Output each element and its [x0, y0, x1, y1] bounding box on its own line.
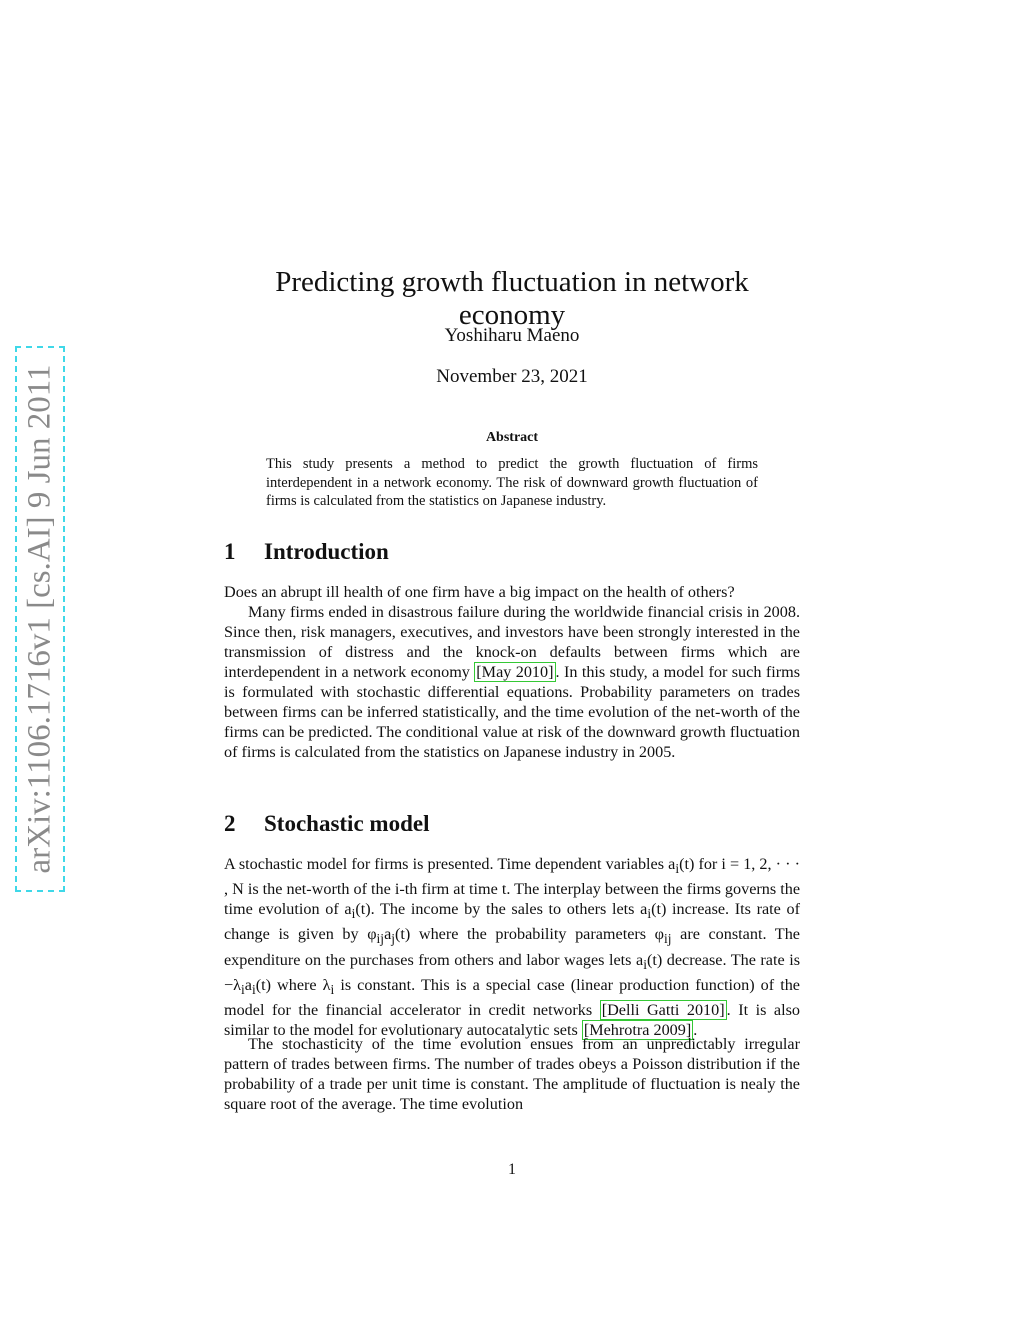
citation-mehrotra-2009[interactable]: [Mehrotra 2009]: [583, 1021, 692, 1040]
abstract-text: This study presents a method to predict the growth fluctuation of firms interdependent in a network economy. The risk of downward growth fluctuation of firms is calculated from the statistics on Japanese industry.: [266, 456, 758, 509]
paper-title: Predicting growth fluctuation in network economy: [275, 266, 749, 331]
section-heading-introduction: [224, 539, 389, 565]
arxiv-identifier-text: arXiv:1106.1716v1 [cs.AI] 9 Jun 2011: [21, 364, 58, 874]
author-name: Yoshiharu Maeno: [444, 325, 580, 346]
citation-may-2010[interactable]: [May 2010]: [476, 663, 554, 681]
paper-date: November 23, 2021: [436, 366, 588, 387]
section-title: Stochastic model: [264, 811, 430, 836]
model-paragraph-2: The stochasticity of the time evolution ensues from an unpredictably irregular pattern of trades between firms. The number of trades obeys a Poisson distribution if the probability of a trade per unit time is constant. The amplitude of fluctuation is nealy the square root of the average. The time evolution: [224, 1035, 800, 1113]
model-paragraph-1: A stochastic model for firms is presented. Time dependent variables $a_i(t)$ for i = 1, 2, · · · , N is the net-worth of the i-th firm at time t. The interplay between the firms governs the time evolution of $a_i(t)$. The income by the sales to others lets $a_i(t)$ increase. Its rate of change is given by $\varphi_{ij}a_j(t)$ where the probability parameters $\varphi_{ij}$ are constant. The expenditure on the purchases from others and labor wages lets $a_i(t)$ decrease. The rate is $-\lambda_ia_i(t)$ where $\lambda_i$ is constant. This is a special case (linear production function) of the model for the financial accelerator in credit networks [Delli Gatti 2010] . It is also similar to the model for evolutionary autocatalytic sets [Mehrotra 2009] .: [224, 855, 801, 1040]
section-number: 2: [224, 811, 236, 836]
page-number: 1: [508, 1161, 516, 1178]
section-title: Introduction: [264, 539, 389, 564]
arxiv-identifier-stamp: [15, 346, 65, 892]
intro-paragraph-1: Does an abrupt ill health of one firm have a big impact on the health of others?: [224, 583, 735, 601]
citation-delli-gatti-2010[interactable]: [Delli Gatti 2010]: [601, 1001, 725, 1020]
intro-paragraph-2: Many firms ended in disastrous failure during the worldwide financial crisis in 2008. Since then, risk managers, executives, and investors have been strongly interested in the transmission of distress and the knock-on defaults between firms which are interdependent in a network economy [May 2010] . In this study, a model for such firms is formulated with stochastic differential equations. Probability parameters on trades between firms can be inferred statistically, and the time evolution of the net-worth of the firms can be predicted. The conditional value at risk of the downward growth fluctuation of firms is calculated from the statistics on Japanese industry in 2005.: [224, 603, 800, 761]
section-number: 1: [224, 539, 236, 564]
abstract-heading: Abstract: [485, 430, 539, 445]
section-heading-stochastic-model: [224, 811, 429, 837]
